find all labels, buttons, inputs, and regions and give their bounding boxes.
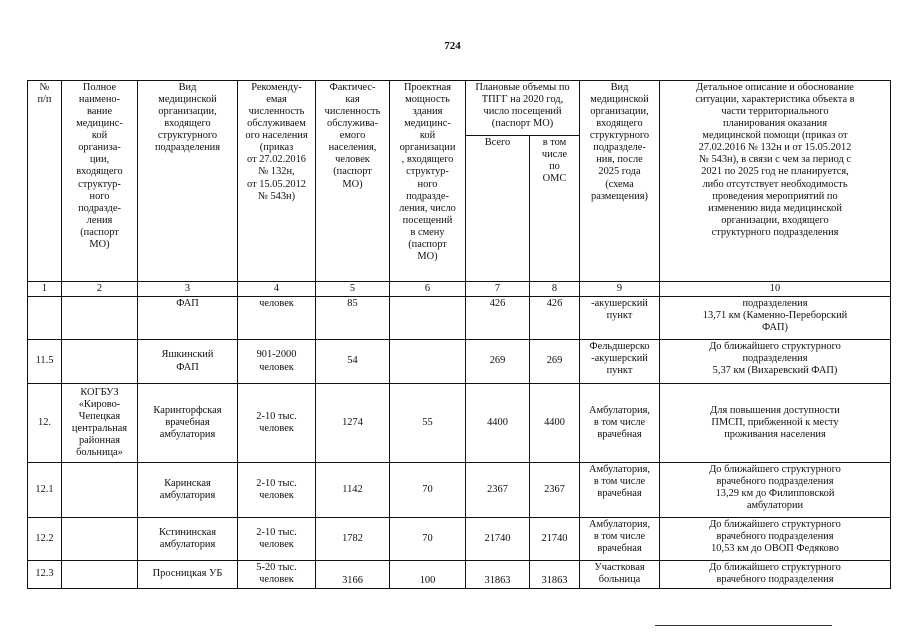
text-line: медицинской помощи (приказ от [702, 130, 848, 142]
text-line: (приказ [259, 142, 294, 154]
text-line: амбулатория [159, 539, 216, 550]
column-number: 5 [316, 282, 390, 297]
text-line: человек [259, 298, 294, 309]
row-org [62, 463, 138, 518]
text-line: (паспорт [408, 238, 447, 250]
row-description [660, 518, 891, 561]
text-line: подразделения [154, 142, 221, 154]
header-type [138, 81, 238, 282]
text-line: Каринторфская [153, 404, 222, 416]
text-line: медицинской [158, 94, 217, 106]
column-number: 1 [28, 282, 62, 297]
header-recommended [238, 81, 316, 282]
row-recommended [238, 340, 316, 384]
text-line: структурного подразделения [711, 226, 839, 238]
row-capacity [390, 297, 466, 340]
text-line: от 15.05.2012 [247, 178, 306, 190]
text-line: человек [259, 490, 294, 501]
text-line: медицинской [590, 94, 649, 106]
text-line: в смену [410, 226, 445, 238]
text-line: Всего [484, 137, 511, 148]
text-line: МО) [417, 250, 438, 262]
text-line: ного [417, 178, 438, 190]
row-type-after [580, 340, 660, 384]
row-type-after [580, 297, 660, 340]
text-line: № 132н, [258, 166, 295, 178]
row-type-after [580, 561, 660, 589]
text-line: амбулатории [746, 500, 804, 512]
text-line: обслужива- [327, 118, 378, 130]
text-line: ПМСП, прибженной к месту [711, 416, 839, 428]
header-oms [530, 136, 580, 282]
row-total: 269 [466, 340, 530, 384]
text-line: п/п [37, 94, 52, 106]
text-line: , входящего [401, 154, 454, 166]
text-line: До ближайшего структурного [709, 562, 841, 573]
row-num: 12.1 [28, 463, 62, 518]
row-description [660, 463, 891, 518]
row-total: 31863 [466, 561, 530, 589]
text-line: ления, число [399, 202, 456, 214]
row-recommended [238, 463, 316, 518]
text-line: До ближайшего структурного [709, 519, 841, 530]
text-line: № 543н) [257, 190, 296, 202]
row-org [62, 518, 138, 561]
text-line: 10,53 км до ОВОП Федяково [711, 543, 839, 555]
table-header-row [28, 81, 891, 136]
text-line: числе [541, 149, 568, 161]
text-line: (схема [605, 178, 634, 190]
row-num: 12. [28, 384, 62, 463]
text-line: в том [542, 137, 567, 148]
text-line: врачебная [597, 429, 642, 441]
text-line: организа- [78, 142, 121, 154]
text-line: 2025 года [598, 166, 641, 178]
text-line: Амбулатория, [589, 404, 650, 416]
text-line: кой [91, 130, 108, 142]
text-line: в том числе [593, 476, 646, 488]
text-line: Каринская [164, 477, 211, 489]
header-org [62, 81, 138, 282]
text-line: в том числе [593, 531, 646, 543]
text-line: проведения мероприятий по [712, 190, 838, 202]
text-line: (паспорт [333, 166, 372, 178]
text-line: мощность [405, 94, 450, 106]
text-line: организации [399, 142, 456, 154]
text-line: -акушерский [591, 298, 648, 309]
row-num: 12.3 [28, 561, 62, 589]
table-row [28, 561, 891, 589]
text-line: больница [598, 574, 641, 586]
text-line: № 543н), в связи с чем за период с [698, 154, 852, 166]
text-line: 5,37 км (Вихаревский ФАП) [712, 365, 838, 377]
text-line: размещения) [591, 190, 648, 202]
text-line: ления [86, 214, 113, 226]
text-line: КОГБУЗ [80, 386, 119, 398]
text-line: ОМС [542, 173, 567, 185]
text-line: организации, [590, 106, 649, 118]
text-line: районная [78, 435, 121, 447]
text-line: 5-20 тыс. [256, 562, 297, 573]
header-total [466, 136, 530, 282]
text-line: входящего [164, 118, 211, 130]
text-line: Участковая [594, 562, 645, 573]
text-line: врачебного подразделения [716, 574, 834, 586]
table-row [28, 340, 891, 384]
row-oms: 31863 [530, 561, 580, 589]
row-type [138, 340, 238, 384]
text-line: врачебного подразделения [716, 531, 834, 543]
text-line: 2-10 тыс. [256, 526, 297, 538]
row-capacity: 55 [390, 384, 466, 463]
text-line: человек [335, 154, 370, 166]
text-line: Фельдшерско [589, 341, 650, 352]
text-line: организации, [158, 106, 217, 118]
row-actual: 85 [316, 297, 390, 340]
text-line: МО) [89, 238, 110, 250]
row-org [62, 340, 138, 384]
row-type [138, 463, 238, 518]
text-line: До ближайшего структурного [709, 341, 841, 352]
header-type-after-2025 [580, 81, 660, 282]
text-line: структур- [406, 166, 449, 178]
column-number: 4 [238, 282, 316, 297]
text-line: Амбулатория, [589, 519, 650, 530]
text-line: число посещений [483, 106, 562, 118]
row-recommended [238, 297, 316, 340]
text-line: пункт [606, 365, 633, 377]
text-line: структурного [589, 130, 650, 142]
text-line: центральная [71, 423, 128, 434]
text-line: 13,29 км до Филипповской [715, 488, 835, 500]
text-line: Плановые объемы по [475, 82, 570, 93]
row-recommended [238, 561, 316, 589]
text-line: емого [339, 130, 366, 142]
text-line: наимено- [78, 94, 121, 106]
text-line: здания [412, 106, 443, 118]
row-type [138, 561, 238, 589]
text-line: подразде- [78, 202, 121, 214]
row-num: 11.5 [28, 340, 62, 384]
row-capacity: 100 [390, 561, 466, 589]
text-line: численность [248, 106, 305, 118]
text-line: подразделения [742, 353, 808, 365]
text-line: МО) [342, 178, 363, 190]
text-line: ния, после [596, 154, 643, 166]
column-number: 6 [390, 282, 466, 297]
text-line: 27.02.2016 № 132н и от 15.05.2012 [698, 142, 852, 154]
text-line: входящего [76, 166, 123, 178]
text-line: ного [89, 190, 110, 202]
text-line: ФАП [176, 361, 199, 373]
text-line: Чепецкая [78, 410, 121, 422]
row-oms: 2367 [530, 463, 580, 518]
page-number: 724 [444, 40, 461, 52]
row-type-after [580, 384, 660, 463]
row-type [138, 297, 238, 340]
text-line: емая [266, 94, 287, 106]
text-line: врачебная [597, 543, 642, 555]
text-line: пункт [606, 310, 633, 322]
text-line: от 27.02.2016 [247, 154, 306, 166]
column-number: 7 [466, 282, 530, 297]
text-line: 13,71 км (Каменно-Переборский [702, 310, 848, 322]
text-line: ции, [89, 154, 110, 166]
text-line: Проектная [403, 82, 452, 93]
column-number: 9 [580, 282, 660, 297]
text-line: численность [324, 106, 381, 118]
row-oms: 426 [530, 297, 580, 340]
row-total: 2367 [466, 463, 530, 518]
row-actual: 54 [316, 340, 390, 384]
text-line: 2-10 тыс. [256, 477, 297, 489]
text-line: «Кирово- [78, 398, 121, 410]
row-org [62, 561, 138, 589]
row-org [62, 384, 138, 463]
text-line: ФАП) [761, 322, 789, 334]
text-line: ситуации, характеристика объекта в [695, 94, 855, 106]
text-line: Амбулатория, [589, 464, 650, 475]
row-actual: 1274 [316, 384, 390, 463]
text-line: врачебная [597, 488, 642, 500]
text-line: проживания населения [724, 429, 826, 441]
text-line: Яшкинский [161, 349, 214, 361]
row-capacity: 70 [390, 463, 466, 518]
text-line: подразделе- [593, 142, 646, 154]
row-total: 4400 [466, 384, 530, 463]
text-line: амбулатория [159, 429, 216, 441]
row-type-after [580, 463, 660, 518]
text-line: населения, [328, 142, 377, 154]
text-line: обслуживаем [247, 118, 306, 130]
text-line: Вид [610, 82, 629, 93]
text-line: (паспорт [80, 226, 119, 238]
header-description [660, 81, 891, 282]
header-num [28, 81, 62, 282]
column-numbers-row [28, 282, 891, 297]
row-type [138, 518, 238, 561]
row-num: 12.2 [28, 518, 62, 561]
row-total: 21740 [466, 518, 530, 561]
text-line: в том числе [593, 416, 646, 428]
text-line: структурного [157, 130, 218, 142]
text-line: кая [345, 94, 360, 106]
row-recommended [238, 518, 316, 561]
text-line: ФАП [176, 298, 199, 309]
text-line: человек [259, 361, 294, 373]
text-line: врачебного подразделения [716, 476, 834, 488]
row-oms: 4400 [530, 384, 580, 463]
column-number: 3 [138, 282, 238, 297]
text-line: 2021 по 2025 год не планируется, [701, 166, 849, 178]
text-line: № [39, 82, 50, 93]
row-capacity: 70 [390, 518, 466, 561]
table-row [28, 463, 891, 518]
text-line: 901-2000 [256, 349, 297, 361]
text-line: вание [86, 106, 113, 118]
text-line: кой [419, 130, 436, 142]
text-line: организации, входящего [721, 214, 829, 226]
text-line: (паспорт МО) [491, 118, 554, 130]
row-oms: 269 [530, 340, 580, 384]
table-row [28, 384, 891, 463]
row-total: 426 [466, 297, 530, 340]
text-line: Полное [82, 82, 117, 93]
row-type-after [580, 518, 660, 561]
text-line: планирования оказания [722, 118, 828, 130]
text-line: Просницкая УБ [152, 568, 223, 580]
row-num [28, 297, 62, 340]
row-actual: 3166 [316, 561, 390, 589]
row-description [660, 561, 891, 589]
text-line: входящего [596, 118, 643, 130]
text-line: человек [259, 423, 294, 434]
text-line: подразде- [406, 190, 449, 202]
text-line: части территориального [721, 106, 829, 118]
text-line: ого населения [245, 130, 308, 142]
row-description [660, 297, 891, 340]
text-line: человек [259, 539, 294, 550]
text-line: медицинс- [404, 118, 451, 130]
header-actual [316, 81, 390, 282]
text-line: изменению вида медицинской [708, 202, 842, 214]
text-line: подразделения [742, 298, 808, 309]
text-line: 2-10 тыс. [256, 410, 297, 422]
header-capacity [390, 81, 466, 282]
column-number: 8 [530, 282, 580, 297]
row-actual: 1142 [316, 463, 390, 518]
row-oms: 21740 [530, 518, 580, 561]
text-line: посещений [402, 214, 453, 226]
text-line: До ближайшего структурного [709, 464, 841, 475]
medical-organizations-table [27, 80, 891, 589]
text-line: ТПГГ на 2020 год, [481, 94, 564, 106]
row-description [660, 340, 891, 384]
table-row [28, 518, 891, 561]
text-line: человек [259, 574, 294, 586]
text-line: амбулатория [159, 490, 216, 501]
text-line: врачебная [165, 416, 210, 428]
text-line: больница» [76, 447, 123, 459]
text-line: по [549, 161, 560, 173]
row-type [138, 384, 238, 463]
table-row [28, 297, 891, 340]
row-capacity [390, 340, 466, 384]
row-recommended [238, 384, 316, 463]
text-line: Вид [178, 82, 197, 93]
text-line: Детальное описание и обоснование [696, 82, 854, 93]
text-line: Фактичес- [329, 82, 376, 93]
footnote-divider [655, 625, 832, 626]
row-org [62, 297, 138, 340]
text-line: медицинс- [76, 118, 123, 130]
text-line: Рекоменду- [251, 82, 302, 93]
column-number: 10 [660, 282, 891, 297]
text-line: либо отсутствует необходимость [702, 178, 848, 190]
row-actual: 1782 [316, 518, 390, 561]
text-line: структур- [78, 178, 121, 190]
text-line: Кстининская [159, 526, 216, 538]
column-number: 2 [62, 282, 138, 297]
text-line: -акушерский [591, 353, 648, 365]
text-line: Для повышения доступности [710, 404, 840, 416]
row-description [660, 384, 891, 463]
header-planned-volumes [466, 81, 580, 136]
